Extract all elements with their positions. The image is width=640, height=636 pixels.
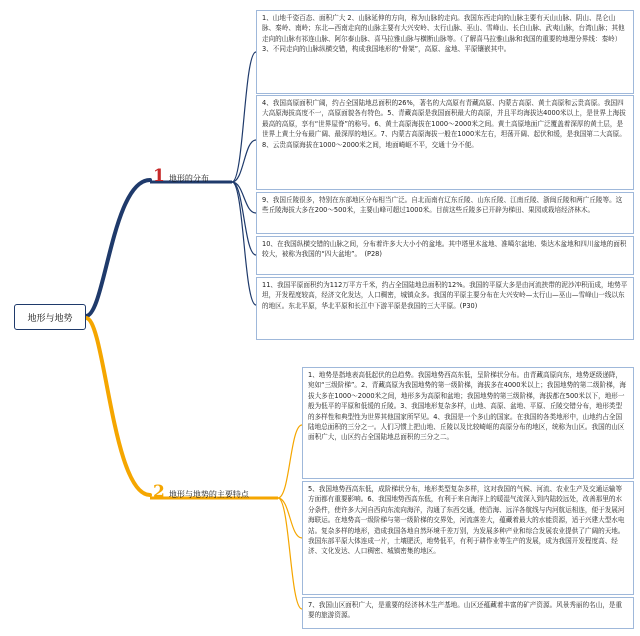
note-1-2-connector [232, 140, 256, 182]
note-1-4-text: 10、在我国纵横交错的山脉之间，分布着许多大大小小的盆地。其中塔里木盆地、准噶尔盆地、柴达木盆地和四川盆地的面积较大，被称为我国的“四大盆地”。 (P28) [262, 240, 627, 259]
note-2-3 [302, 597, 634, 629]
note-2-1-text: 1、地势是指地表高低起伏的总趋势。我国地势西高东低，呈阶梯状分布。由青藏高原向东，地势逐级递降，宛如“三级阶梯”。2、青藏高原为我国地势的第一级阶梯，海拔多在4000米以上；我国地势的第二级阶梯，海拔大多在1000～2000米之间，地形多为高原和盆地；我国地势的第三级阶梯，海拔都在500米以下，地形一般为低平的平原和低缓的丘陵。3、我国地形复杂多样，山地、高原、盆地、平原、丘陵交错分布，地形类型的多样性和典型性为世界其他国家所罕见。4、我国是一个多山的国家。在我国的各类地形中，山地约占全国陆地总面积的三分之一。人们习惯上把山地、丘陵以及比较崎岖的高原分布的地区，统称为山区。我国的山区面积广大，山区约占全国陆地总面积的三分之二。 [308, 371, 626, 442]
branch-1-number: 1 [153, 166, 165, 186]
note-1-2-text: 4、我国高原面积广阔，约占全国陆地总面积的26%，著名的大高原有青藏高原、内蒙古高原、黄土高原和云贵高原。我国四大高原海拔高度不一，高原面貌各有特色。5、青藏高原是我国面积最大的高原，并且平均海拔达4000米以上，是世界上海拔最高的高原，享有“世界屋脊”的称号。6、黄土高原海拔在1000～2000米之间。黄土高原地面广泛覆盖着深厚的黄土层，是世界上黄土分布最广阔、最深厚的地区。7、内蒙古高原海拔一般在1000米左右，坦荡开阔、起伏和缓，是我国第二大高原。8、云贵高原海拔在1000～2000米之间，地面崎岖不平，交通十分不便。 [262, 99, 626, 149]
note-1-1-text: 1、山地千姿百态、面积广大 2、山脉延伸的方向，称为山脉的走向。我国东西走向的山脉主要有天山山脉、阴山、昆仑山脉、秦岭、南岭；东北—西南走向的山脉主要有大兴安岭、太行山脉、巫山、雪峰山、长白山脉、武夷山脉，台湾山脉；其他走向的山脉有祁连山脉、阿尔泰山脉、喜马拉雅山脉与横断山脉等。（了解喜马拉雅山脉和我国的重要的地理分界线：秦岭）3、不同走向的山脉纵横交错，构成我国地形的“骨架”，高原、盆地、平原镶嵌其中。 [262, 14, 625, 54]
note-1-5-text: 11、我国平原面积约为112万平方千米，约占全国陆地总面积的12%。我国的平原大多是由河流挟带的泥沙冲积而成，地势平坦，开发程度较高，经济文化发达，人口稠密，城镇众多。我国的平原主要分布在大兴安岭—太行山—巫山—雪峰山一线以东的地区。东北平原，华北平原和长江中下游平原是我国的三大平原。(P30) [262, 281, 628, 310]
branch-2-number: 2 [153, 482, 165, 502]
note-1-5-connector [232, 182, 256, 305]
note-1-1 [256, 10, 634, 94]
branch-2-connector [86, 318, 150, 495]
note-2-3-text: 7、我国山区面积广大，是重要的经济林木生产基地。山区还蕴藏着丰富的矿产资源。风景秀丽的名山，是重要的旅游资源。 [308, 601, 623, 620]
note-2-3-connector [278, 498, 302, 609]
root-node [14, 304, 86, 330]
branch-1-node [153, 168, 209, 185]
note-1-3 [256, 192, 634, 234]
note-1-4 [256, 236, 634, 275]
branch-1-label: 地形的分布 [168, 173, 209, 183]
branch-2-node [153, 484, 249, 501]
branch-2-label: 地形与地势的主要特点 [168, 489, 249, 499]
note-2-2-connector [278, 498, 302, 538]
note-1-2 [256, 95, 634, 190]
note-2-1-connector [278, 425, 302, 498]
note-2-2 [302, 481, 634, 595]
note-1-5 [256, 277, 634, 340]
note-1-3-text: 9、我国丘陵很多，特别在东部地区分布相当广泛。自北而南有辽东丘陵、山东丘陵、江南丘陵、浙闽丘陵和两广丘陵等。这些丘陵海拔大多在200～500米，主要山峰可超过1000米。目前这些丘陵多已开辟为梯田、果园或栽培经济林木。 [262, 196, 623, 215]
note-2-1 [302, 367, 634, 479]
note-2-2-text: 5、我国地势西高东低，成阶梯状分布，地形类型复杂多样，这对我国的气候、河流、农业生产及交通运输等方面都有重要影响。6、我国地势西高东低，有利于来自海洋上的暖湿气流深入到内陆较远处，改善那里的水分条件，使许多大河自西向东流向海洋，沟通了东西交通，使沿海、远洋各航线与内河航运相连，便于发展河海联运。在地势高一级阶梯与第一级阶梯的交界处，河流落差大，蕴藏着最大的水能资源，适于兴建大型水电站。复杂多样的地形，造成我国各地自然环境千差万别，为发展多种产业和综合发展农业提供了广阔的天地。我国东部平原大体连成一片，土壤肥沃，地势低平，有利于耕作业等生产的发展，成为我国开发程度高、经济、文化发达、人口稠密、城镇密集的地区。 [308, 485, 625, 556]
branch-1-connector [86, 180, 150, 316]
root-node-label: 地形与地势 [27, 313, 73, 324]
